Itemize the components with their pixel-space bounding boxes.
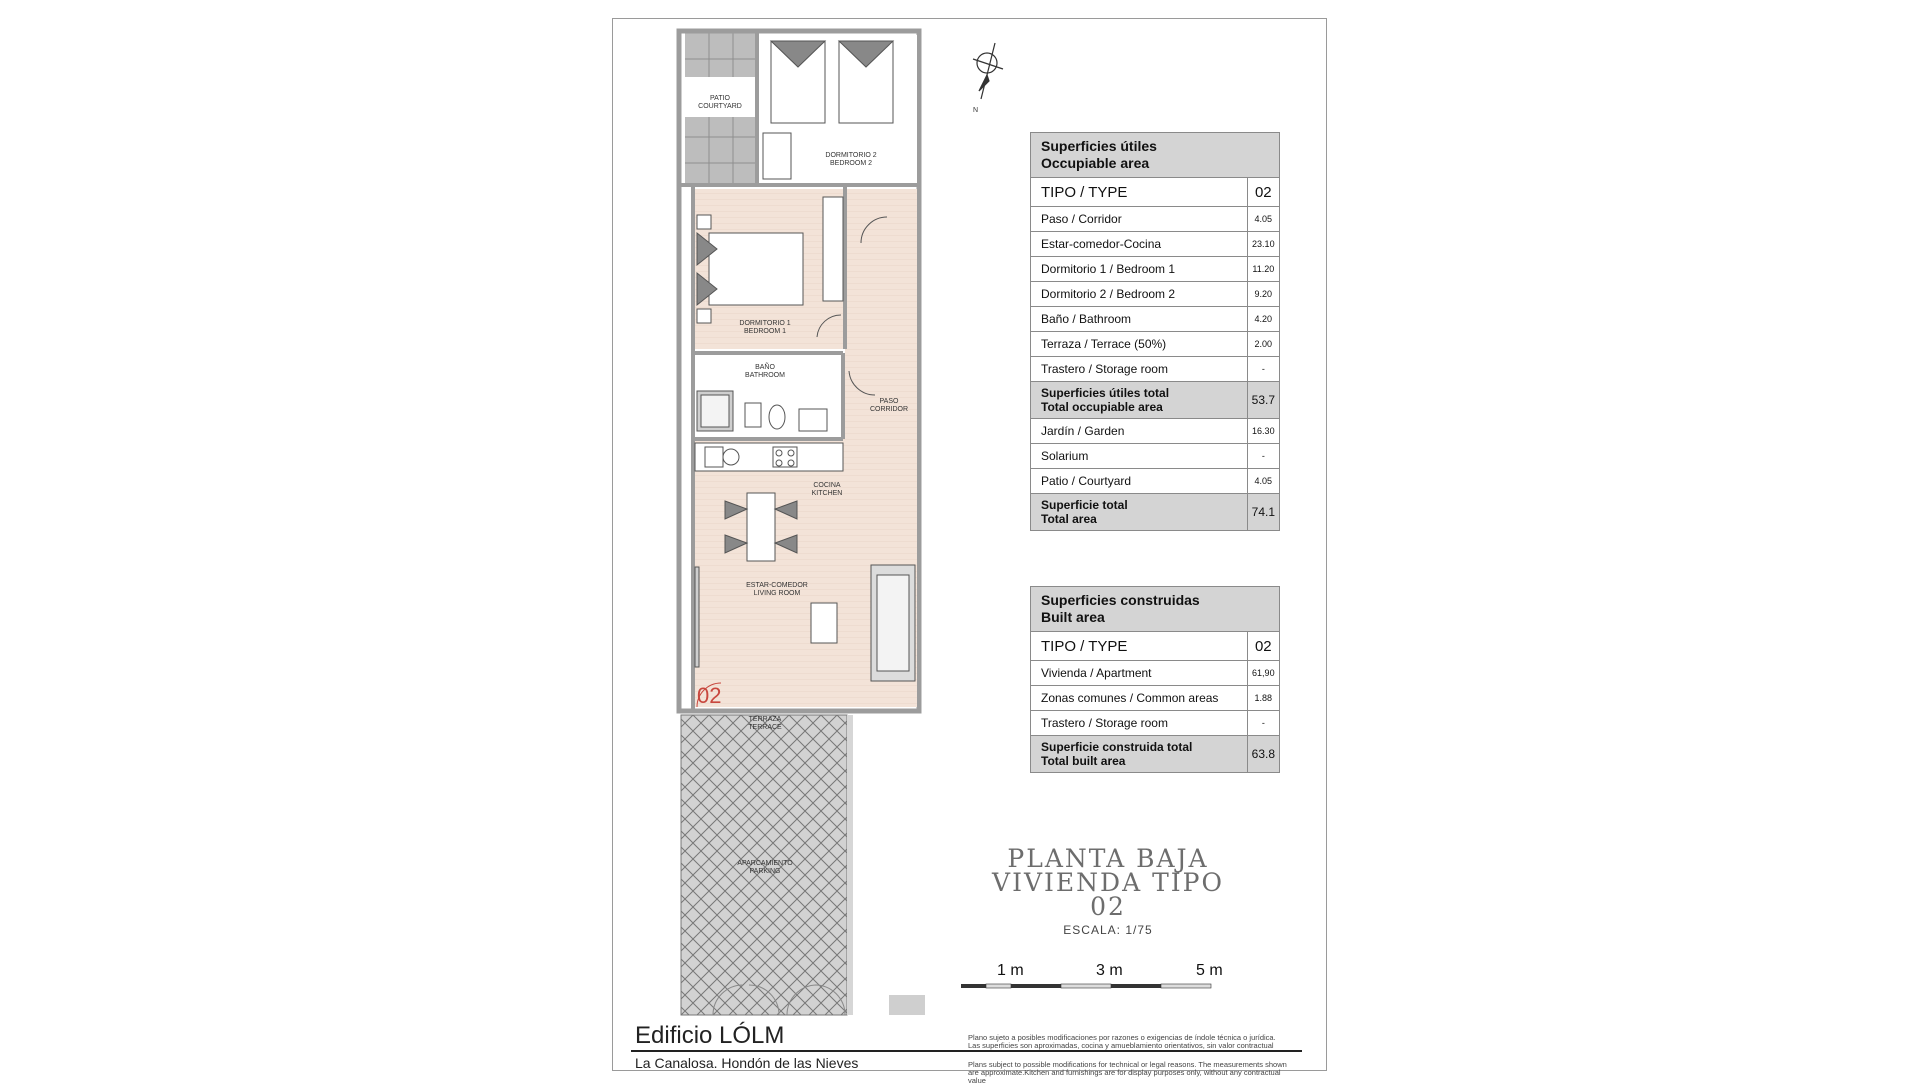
terrace-wall	[765, 709, 845, 713]
room-label-bedroom-1: DORMITORIO 1 BEDROOM 1	[739, 320, 791, 335]
table-row: Patio / Courtyard 4.05	[1031, 469, 1280, 494]
building-name: Edificio LÓLM	[635, 1022, 785, 1049]
unit-number-label: 02	[697, 683, 722, 708]
table-row: Dormitorio 2 / Bedroom 2 9.20	[1031, 282, 1280, 307]
disclaimer-spanish: Plano sujeto a posibles modificaciones por razones o exigencias de índole técnica o jurídica. Las superficies son aproximadas, cocina y amueblamiento orientativos, sin valor contractual	[968, 1033, 1276, 1050]
table-row: Estar-comedor-Cocina 23.10	[1031, 232, 1280, 257]
table-row: Paso / Corridor 4.05	[1031, 207, 1280, 232]
kitchen-counter	[695, 443, 843, 471]
floor-plan-sheet	[612, 18, 1327, 1085]
room-label-bathroom: BAÑO BATHROOM	[745, 364, 785, 379]
room-label-living: ESTAR-COMEDOR LIVING ROOM	[746, 582, 808, 597]
footer-divider	[631, 1050, 1302, 1052]
plan-title-line-2: VIVIENDA TIPO 02	[992, 868, 1224, 921]
table-row: Terraza / Terrace (50%) 2.00	[1031, 332, 1280, 357]
plan-scale: ESCALA: 1/75	[1063, 923, 1153, 937]
scale-bar	[961, 984, 1211, 988]
building-location: La Canalosa. Hondón de las Nieves	[635, 1055, 859, 1071]
useful-area-type-row: TIPO / TYPE 02	[1031, 178, 1280, 207]
built-area-type-row: TIPO / TYPE 02	[1031, 632, 1280, 661]
scale-label-1m: 1 m	[997, 962, 1024, 979]
room-label-corridor: PASO CORRIDOR	[869, 398, 909, 413]
plan-title-block	[983, 844, 1233, 937]
table-row: Baño / Bathroom 4.20	[1031, 307, 1280, 332]
disclaimer-english: Plans subject to possible modifications for technical or legal reasons. The measurements shown are approximate.Kitchen and furnishings are for display purposes only, without any contractual value	[968, 1060, 1287, 1085]
table-row: Vivienda / Apartment 61,90	[1031, 661, 1280, 686]
room-label-kitchen: COCINA KITCHEN	[811, 482, 843, 497]
table-row: Dormitorio 1 / Bedroom 1 11.20	[1031, 257, 1280, 282]
north-arrow-icon	[973, 43, 1003, 99]
room-label-bedroom-2: DORMITORIO 2 BEDROOM 2	[825, 152, 877, 167]
room-label-parking: APARCAMIENTO PARKING	[737, 860, 793, 875]
parking-bay-edge	[847, 715, 853, 1015]
built-area-total-row: Superficie construida total Total built area 63.8	[1031, 736, 1280, 773]
useful-area-subtotal-row: Superficies útiles total Total occupiable area 53.7	[1031, 382, 1280, 419]
table-row: Solarium -	[1031, 444, 1280, 469]
built-area-header: Superficies construidas Built area	[1031, 587, 1280, 632]
table-row: Trastero / Storage room -	[1031, 711, 1280, 736]
useful-area-header: Superficies útiles Occupiable area	[1031, 133, 1280, 178]
table-row: Trastero / Storage room -	[1031, 357, 1280, 382]
useful-area-total-row: Superficie total Total area 74.1	[1031, 494, 1280, 531]
room-label-patio: PATIO COURTYARD	[698, 95, 742, 110]
table-row: Zonas comunes / Common areas 1.88	[1031, 686, 1280, 711]
useful-area-table	[1030, 132, 1280, 531]
north-label: N	[973, 107, 979, 114]
room-label-terrace: TERRAZA TERRACE	[748, 716, 782, 731]
scale-label-5m: 5 m	[1196, 962, 1223, 979]
scale-label-3m: 3 m	[1096, 962, 1123, 979]
plan-title-line-1: PLANTA BAJA	[1007, 844, 1209, 873]
built-area-table	[1030, 586, 1280, 773]
table-row: Jardín / Garden 16.30	[1031, 419, 1280, 444]
